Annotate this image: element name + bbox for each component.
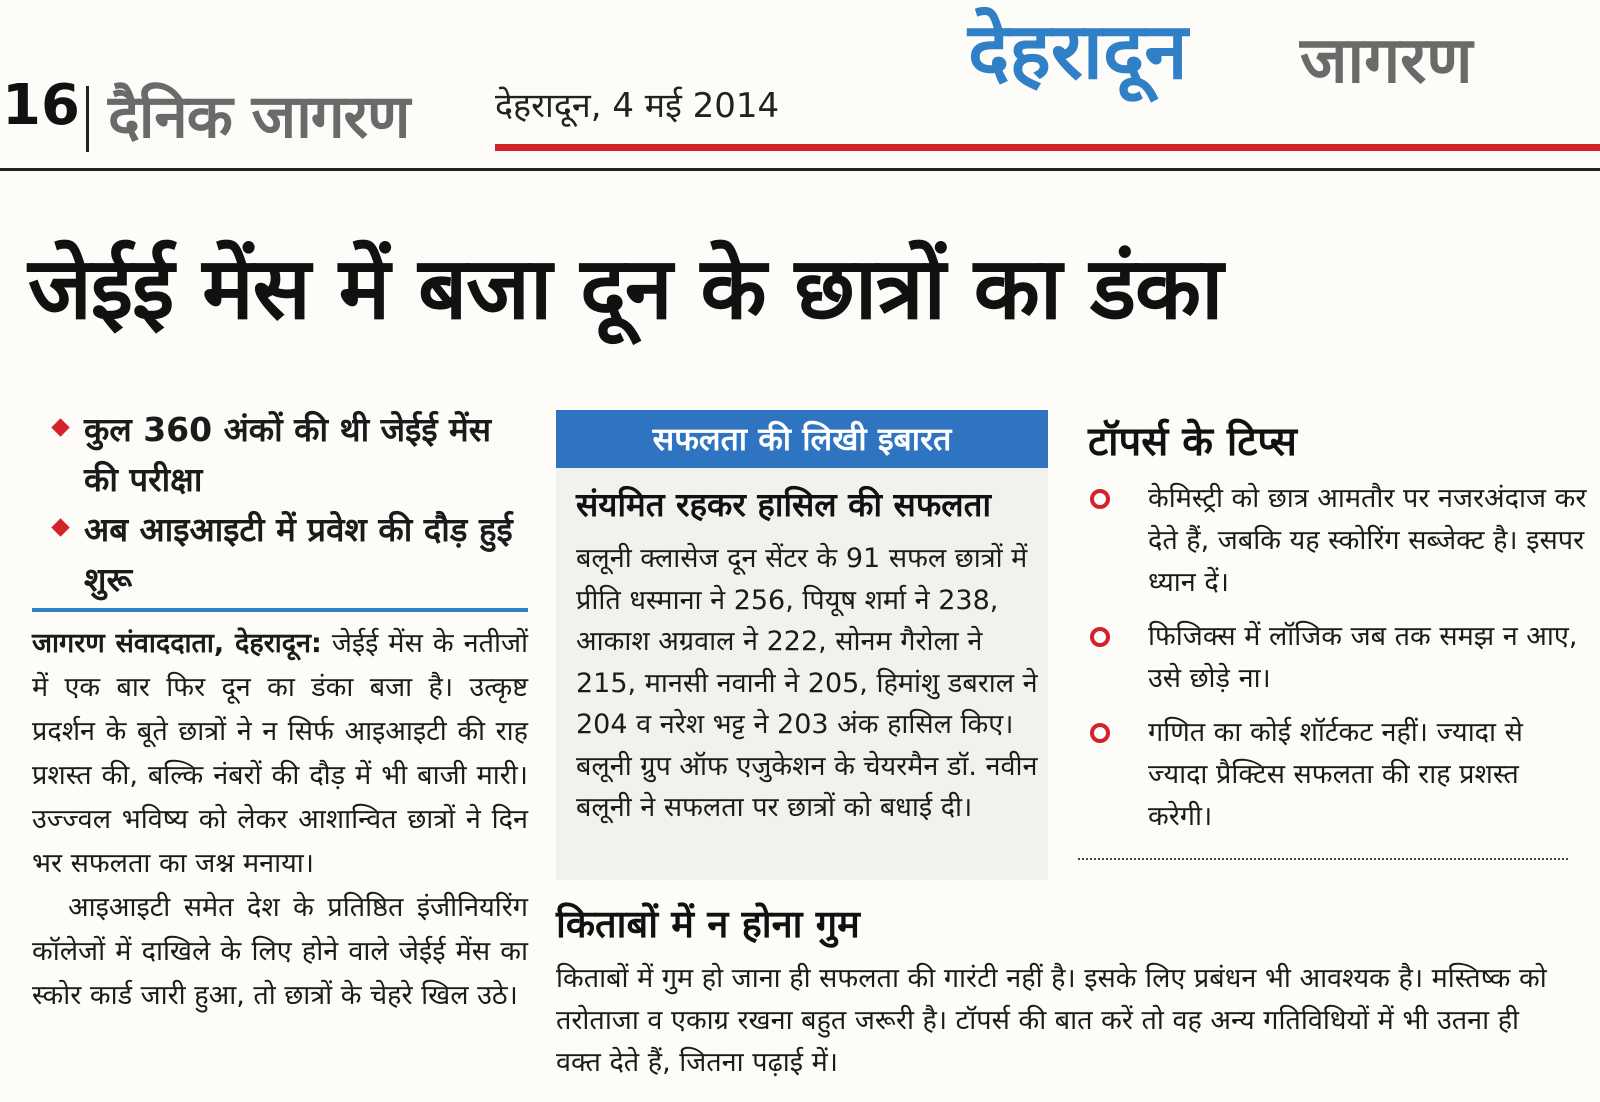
circle-bullet-icon	[1090, 489, 1110, 509]
highlight-list	[48, 405, 528, 605]
books-section-heading: किताबों में न होना गुम	[556, 902, 860, 946]
highlight-text: अब आइआइटी में प्रवेश की दौड़ हुई शुरू	[84, 510, 513, 599]
books-section-body: किताबों में गुम हो जाना ही सफलता की गारंटी नहीं है। इसके लिए प्रबंधन भी आवश्यक है। मस्तिष्क को तरोताजा व एकाग्र रखना बहुत जरूरी है। टॉपर्स की बात करें तो वह अन्य गतिविधियों में भी उतना ही वक्त देते हैं, जितना पढ़ाई में।	[556, 963, 1547, 1078]
highlight-item	[48, 505, 528, 605]
diamond-bullet-icon	[51, 418, 69, 436]
tips-list	[1088, 478, 1588, 850]
tip-item	[1088, 712, 1588, 838]
tip-text: फिजिक्स में लॉजिक जब तक समझ न आए, उसे छोड़े ना।	[1148, 621, 1578, 694]
column-rule	[32, 608, 528, 612]
success-box-body: बलूनी क्लासेज दून सेंटर के 91 सफल छात्रों में प्रीति धस्माना ने 256, पियूष शर्मा ने 238, आकाश अग्रवाल ने 222, सोनम गैरोला ने 215, मानसी नवानी ने 205, हिमांशु डबराल ने 204 व नरेश भट्ट ने 203 अंक हासिल किए। बलूनी ग्रुप ऑफ एजुकेशन के चेयरमैन डॉ. नवीन बलूनी ने सफलता पर छात्रों को बधाई दी।	[576, 543, 1038, 823]
success-box-subheading: संयमित रहकर हासिल की सफलता	[576, 485, 992, 524]
highlight-item	[48, 405, 528, 505]
city-edition-paper: जागरण	[1300, 24, 1473, 98]
diamond-bullet-icon	[51, 518, 69, 536]
tip-item	[1088, 616, 1588, 700]
page-number: 16	[2, 73, 80, 138]
circle-bullet-icon	[1090, 723, 1110, 743]
tip-text: केमिस्ट्री को छात्र आमतौर पर नजरअंदाज कर देते हैं, जबकि यह स्कोरिंग सब्जेक्ट है। इसपर ध्यान दें।	[1148, 483, 1587, 598]
tip-text: गणित का कोई शॉर्टकट नहीं। ज्यादा से ज्यादा प्रैक्टिस सफलता की राह प्रशस्त करेगी।	[1148, 717, 1523, 832]
story-paragraph	[32, 622, 528, 886]
story-paragraph: आइआइटी समेत देश के प्रतिष्ठित इंजीनियरिंग कॉलेजों में दाखिले के लिए होने वाले जेईई मेंस का स्कोर कार्ड जारी हुआ, तो छात्रों के चेहरे खिल उठे।	[32, 892, 528, 1011]
newspaper-name: दैनिक जागरण	[108, 82, 410, 152]
city-edition-name: देहरादून	[968, 7, 1188, 97]
page-headline: जेईई मेंस में बजा दून के छात्रों का डंका	[28, 239, 1223, 339]
main-story	[32, 622, 528, 1018]
masthead-red-rule	[495, 144, 1600, 151]
circle-bullet-icon	[1090, 627, 1110, 647]
tips-heading: टॉपर्स के टिप्स	[1088, 419, 1297, 465]
byline: जागरण संवाददाता, देहरादून:	[32, 628, 322, 659]
dateline: देहरादून, 4 मई 2014	[495, 86, 780, 126]
tips-dotted-rule	[1078, 858, 1568, 860]
page-number-divider	[86, 86, 89, 152]
tip-item	[1088, 478, 1588, 604]
highlight-text: कुल 360 अंकों की थी जेईई मेंस की परीक्षा	[84, 410, 492, 499]
success-box-header: सफलता की लिखी इबारत	[556, 410, 1048, 468]
story-text: जेईई मेंस के नतीजों में एक बार फिर दून का डंका बजा है। उत्कृष्ट प्रदर्शन के बूते छात्रों ने न सिर्फ आइआइटी की राह प्रशस्त की, बल्कि नंबरों की दौड़ में भी बाजी मारी। उज्ज्वल भविष्य को लेकर आशान्वित छात्रों ने दिन भर सफलता का जश्न मनाया।	[32, 628, 528, 879]
masthead-divider	[0, 168, 1600, 171]
